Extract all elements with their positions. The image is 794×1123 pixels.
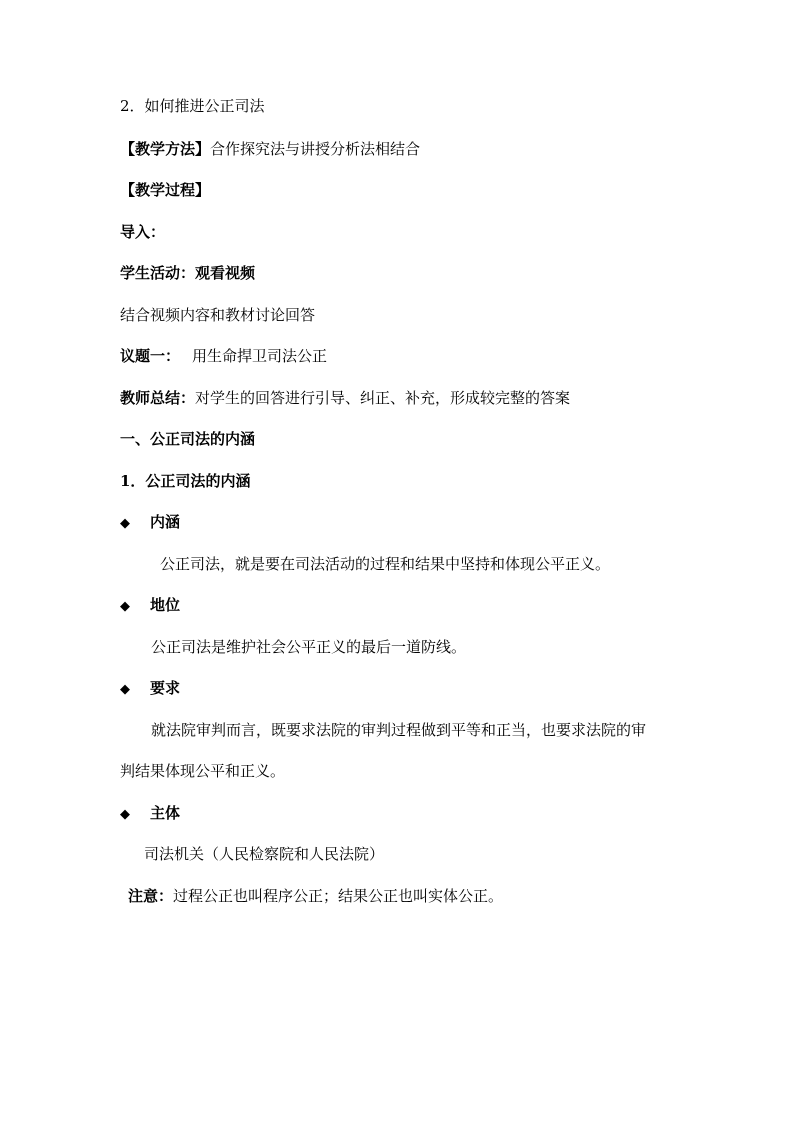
note (128, 886, 503, 906)
student-activity-label-text: 学生活动：观看视频 (120, 264, 256, 282)
requirement-text-line-2 (120, 761, 285, 781)
student-activity-text (120, 305, 315, 325)
teacher-summary-label: 教师总结： (120, 389, 196, 407)
student-activity-label (120, 263, 255, 283)
student-activity-body: 结合视频内容和教材讨论回答 (120, 306, 316, 324)
section-one-title-text: 一、公正司法的内涵 (120, 430, 256, 448)
requirement-body-1: 就法院审判而言，既要求法院的审判过程做到平等和正当，也要求法院的审 (151, 721, 647, 739)
status-text (151, 637, 466, 657)
teaching-process-label (120, 180, 210, 200)
teaching-process-label-text: 【教学过程】 (120, 181, 211, 199)
heading-item-2 (120, 96, 265, 116)
requirement-text-line-1 (151, 720, 646, 740)
note-text: 过程公正也叫程序公正；结果公正也叫实体公正。 (173, 887, 504, 905)
bullet-status (120, 595, 180, 617)
heading-item-2-text: 2．如何推进公正司法 (120, 97, 265, 115)
note-label: 注意： (128, 887, 174, 905)
subsection-one-title (120, 471, 250, 491)
bullet-requirement-label: 要求 (150, 679, 181, 697)
teaching-method-label: 【教学方法】 (120, 140, 211, 158)
subject-text (144, 844, 384, 864)
bullet-subject-label: 主体 (150, 804, 181, 822)
teacher-summary-text: 对学生的回答进行引导、纠正、补充，形成较完整的答案 (195, 389, 571, 407)
connotation-text (160, 554, 610, 574)
intro-label-text: 导入： (120, 223, 166, 241)
diamond-bullet-icon: ◆ (120, 599, 130, 614)
bullet-status-label: 地位 (150, 596, 181, 614)
topic-one-label: 议题一： (120, 347, 181, 365)
teaching-method-text: 合作探究法与讲授分析法相结合 (210, 140, 421, 158)
subsection-one-title-text: 1．公正司法的内涵 (120, 472, 251, 490)
topic-one-text: 用生命捍卫司法公正 (192, 347, 328, 365)
intro-label (120, 222, 165, 242)
teacher-summary (120, 388, 570, 408)
diamond-bullet-icon: ◆ (120, 807, 130, 822)
section-one-title (120, 429, 255, 449)
topic-one (120, 346, 327, 366)
requirement-body-2: 判结果体现公平和正义。 (120, 762, 286, 780)
bullet-connotation (120, 512, 180, 534)
status-body: 公正司法是维护社会公平正义的最后一道防线。 (151, 638, 467, 656)
teaching-method (120, 139, 420, 159)
connotation-body: 公正司法，就是要在司法活动的过程和结果中坚持和体现公平正义。 (160, 555, 611, 573)
subject-body: 司法机关（人民检察院和人民法院） (144, 845, 385, 863)
diamond-bullet-icon: ◆ (120, 516, 130, 531)
bullet-connotation-label: 内涵 (150, 513, 181, 531)
bullet-requirement (120, 678, 180, 700)
diamond-bullet-icon: ◆ (120, 682, 130, 697)
bullet-subject (120, 803, 180, 825)
